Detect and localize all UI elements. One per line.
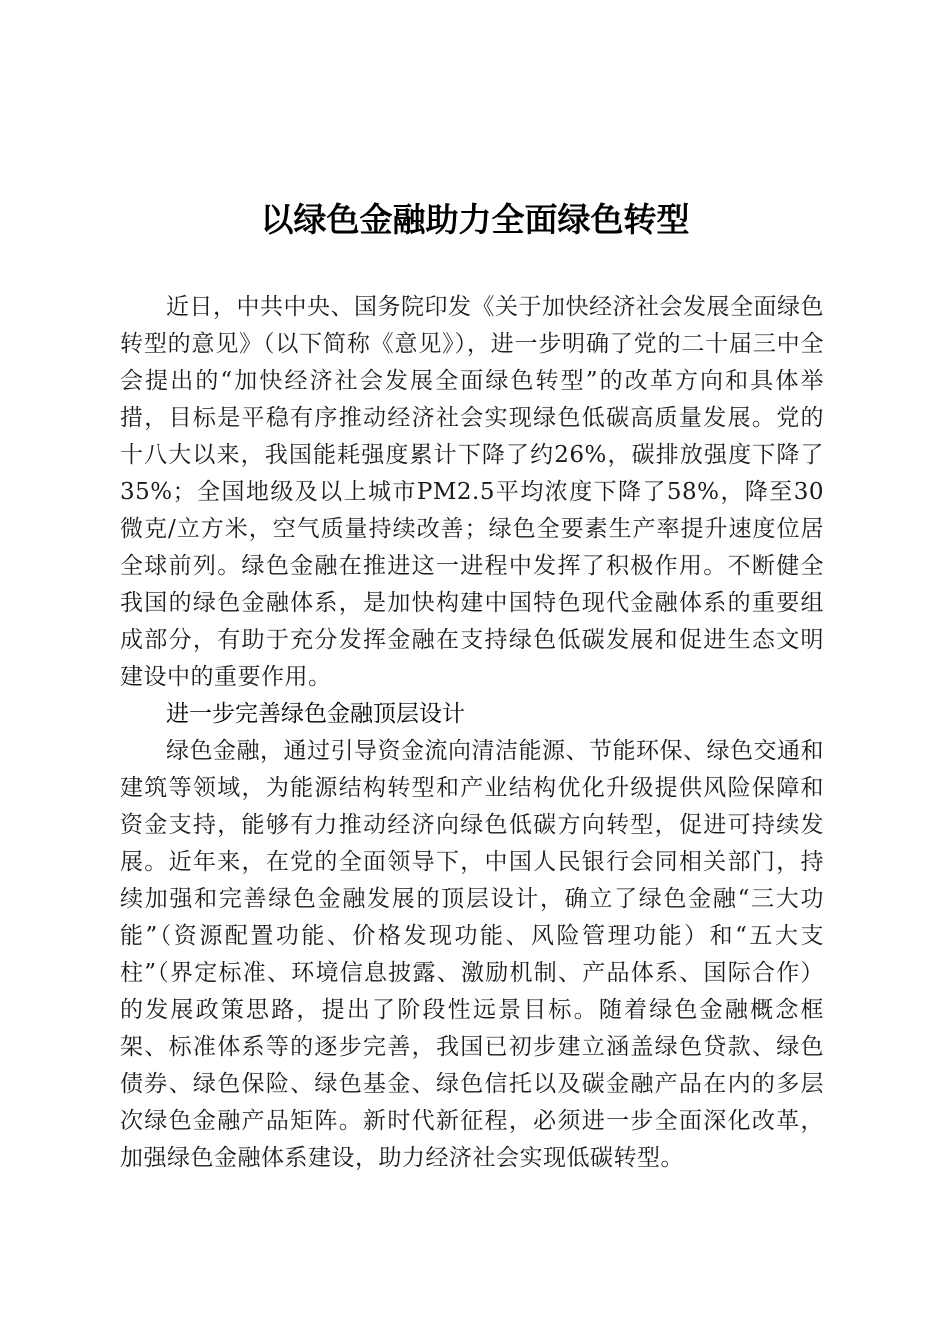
section-heading: 进一步完善绿色金融顶层设计: [166, 701, 465, 727]
document-body: [120, 289, 824, 1177]
intro-paragraph: 近日，中共中央、国务院印发《关于加快经济社会发展全面绿色转型的意见》（以下简称《意见》），进一步明确了党的二十届三中全会提出的“加快经济社会发展全面绿色转型”的改革方向和具体举措，目标是平稳有序推动经济社会实现绿色低碳高质量发展。党的十八大以来，我国能耗强度累计下降了约26%，碳排放强度下降了35%；全国地级及以上城市PM2.5平均浓度下降了58%，降至30微克/立方米，空气质量持续改善；绿色全要素生产率提升速度位居全球前列。绿色金融在推进这一进程中发挥了积极作用。不断健全我国的绿色金融体系，是加快构建中国特色现代金融体系的重要组成部分，有助于充分发挥金融在支持绿色低碳发展和促进生态文明建设中的重要作用。: [120, 294, 824, 690]
document-title: 以绿色金融助力全面绿色转型: [260, 200, 690, 239]
section-paragraph: 绿色金融，通过引导资金流向清洁能源、节能环保、绿色交通和建筑等领域，为能源结构转型和产业结构优化升级提供风险保障和资金支持，能够有力推动经济向绿色低碳方向转型，促进可持续发展。近年来，在党的全面领导下，中国人民银行会同相关部门，持续加强和完善绿色金融发展的顶层设计，确立了绿色金融“三大功能”（资源配置功能、价格发现功能、风险管理功能）和“五大支柱”（界定标准、环境信息披露、激励机制、产品体系、国际合作）的发展政策思路，提出了阶段性远景目标。随着绿色金融概念框架、标准体系等的逐步完善，我国已初步建立涵盖绿色贷款、绿色债券、绿色保险、绿色基金、绿色信托以及碳金融产品在内的多层次绿色金融产品矩阵。新时代新征程，必须进一步全面深化改革，加强绿色金融体系建设，助力经济社会实现低碳转型。: [120, 738, 824, 1171]
